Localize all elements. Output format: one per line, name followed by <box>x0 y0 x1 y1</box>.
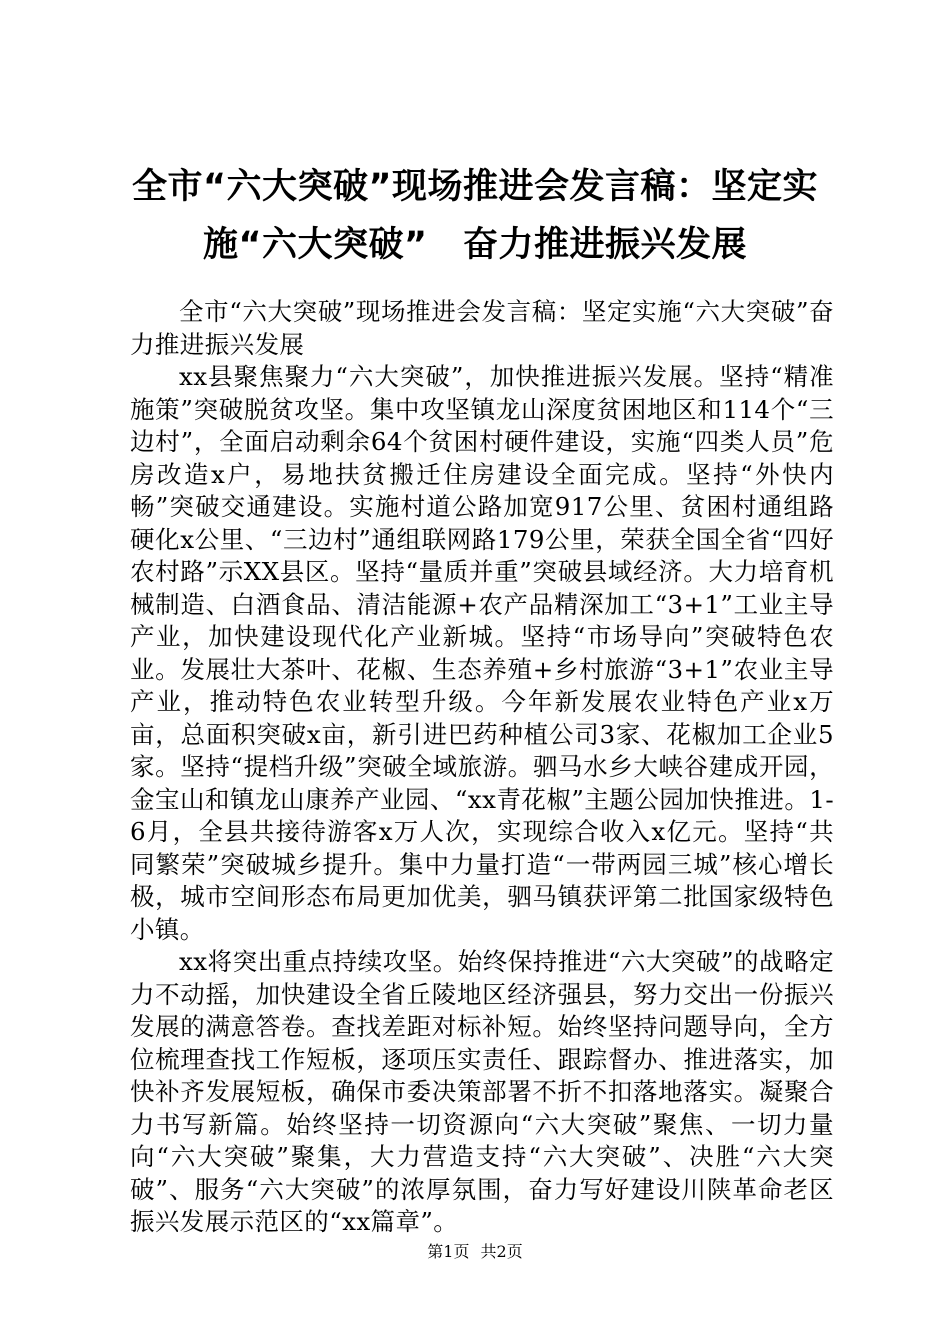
page-footer <box>0 1242 950 1262</box>
page-total: 共2页 <box>480 1242 523 1261</box>
document-body <box>130 296 834 1239</box>
page-number: 第1页 <box>427 1242 470 1261</box>
document-title <box>100 158 850 274</box>
paragraph-heading-repeat: 全市“六大突破”现场推进会发言稿：坚定实施“六大突破”奋力推进振兴发展 <box>130 297 834 359</box>
paragraph-next-steps: xx将突出重点持续攻坚。始终保持推进“六大突破”的战略定力不动摇，加快建设全省丘陵地区经济强县，努力交出一份振兴发展的满意答卷。查找差距对标补短。始终坚持问题导向，全方位梳理查找工作短板，逐项压实责任、跟踪督办、推进落实，加快补齐发展短板，确保市委决策部署不折不扣落地落实。凝聚合力书写新篇。始终坚持一切资源向“六大突破”聚焦、一切力量向“六大突破”聚集，大力营造支持“六大突破”、决胜“六大突破”、服务“六大突破”的浓厚氛围，奋力写好建设川陕革命老区振兴发展示范区的“xx篇章”。 <box>130 947 834 1236</box>
title-line-1: 全市“六大突破”现场推进会发言稿：坚定实 <box>131 167 818 207</box>
title-line-2: 施“六大突破” 奋力推进振兴发展 <box>202 225 747 265</box>
paragraph-achievements: xx县聚焦聚力“六大突破”，加快推进振兴发展。坚持“精准施策”突破脱贫攻坚。集中攻坚镇龙山深度贫困地区和114个“三边村”，全面启动剩余64个贫困村硬件建设，实施“四类人员”危房改造x户，易地扶贫搬迁住房建设全面完成。坚持“外快内畅”突破交通建设。实施村道公路加宽917公里、贫困村通组路硬化x公里、“三边村”通组联网路179公里，荣获全国全省“四好农村路”示XX县区。坚持“量质并重”突破县域经济。大力培育机械制造、白酒食品、清洁能源+农产品精深加工“3+1”工业主导产业，加快建设现代化产业新城。坚持“市场导向”突破特色农业。发展壮大茶叶、花椒、生态养殖+乡村旅游“3+1”农业主导产业，推动特色农业转型升级。今年新发展农业特色产业x万亩，总面积突破x亩，新引进巴药种植公司3家、花椒加工企业5家。坚持“提档升级”突破全域旅游。驷马水乡大峡谷建成开园，金宝山和镇龙山康养产业园、“xx青花椒”主题公园加快推进。1-6月，全县共接待游客x万人次，实现综合收入x亿元。坚持“共同繁荣”突破城乡提升。集中力量打造“一带两园三城”核心增长极，城市空间形态布局更加优美，驷马镇获评第二批国家级特色小镇。 <box>130 362 834 944</box>
